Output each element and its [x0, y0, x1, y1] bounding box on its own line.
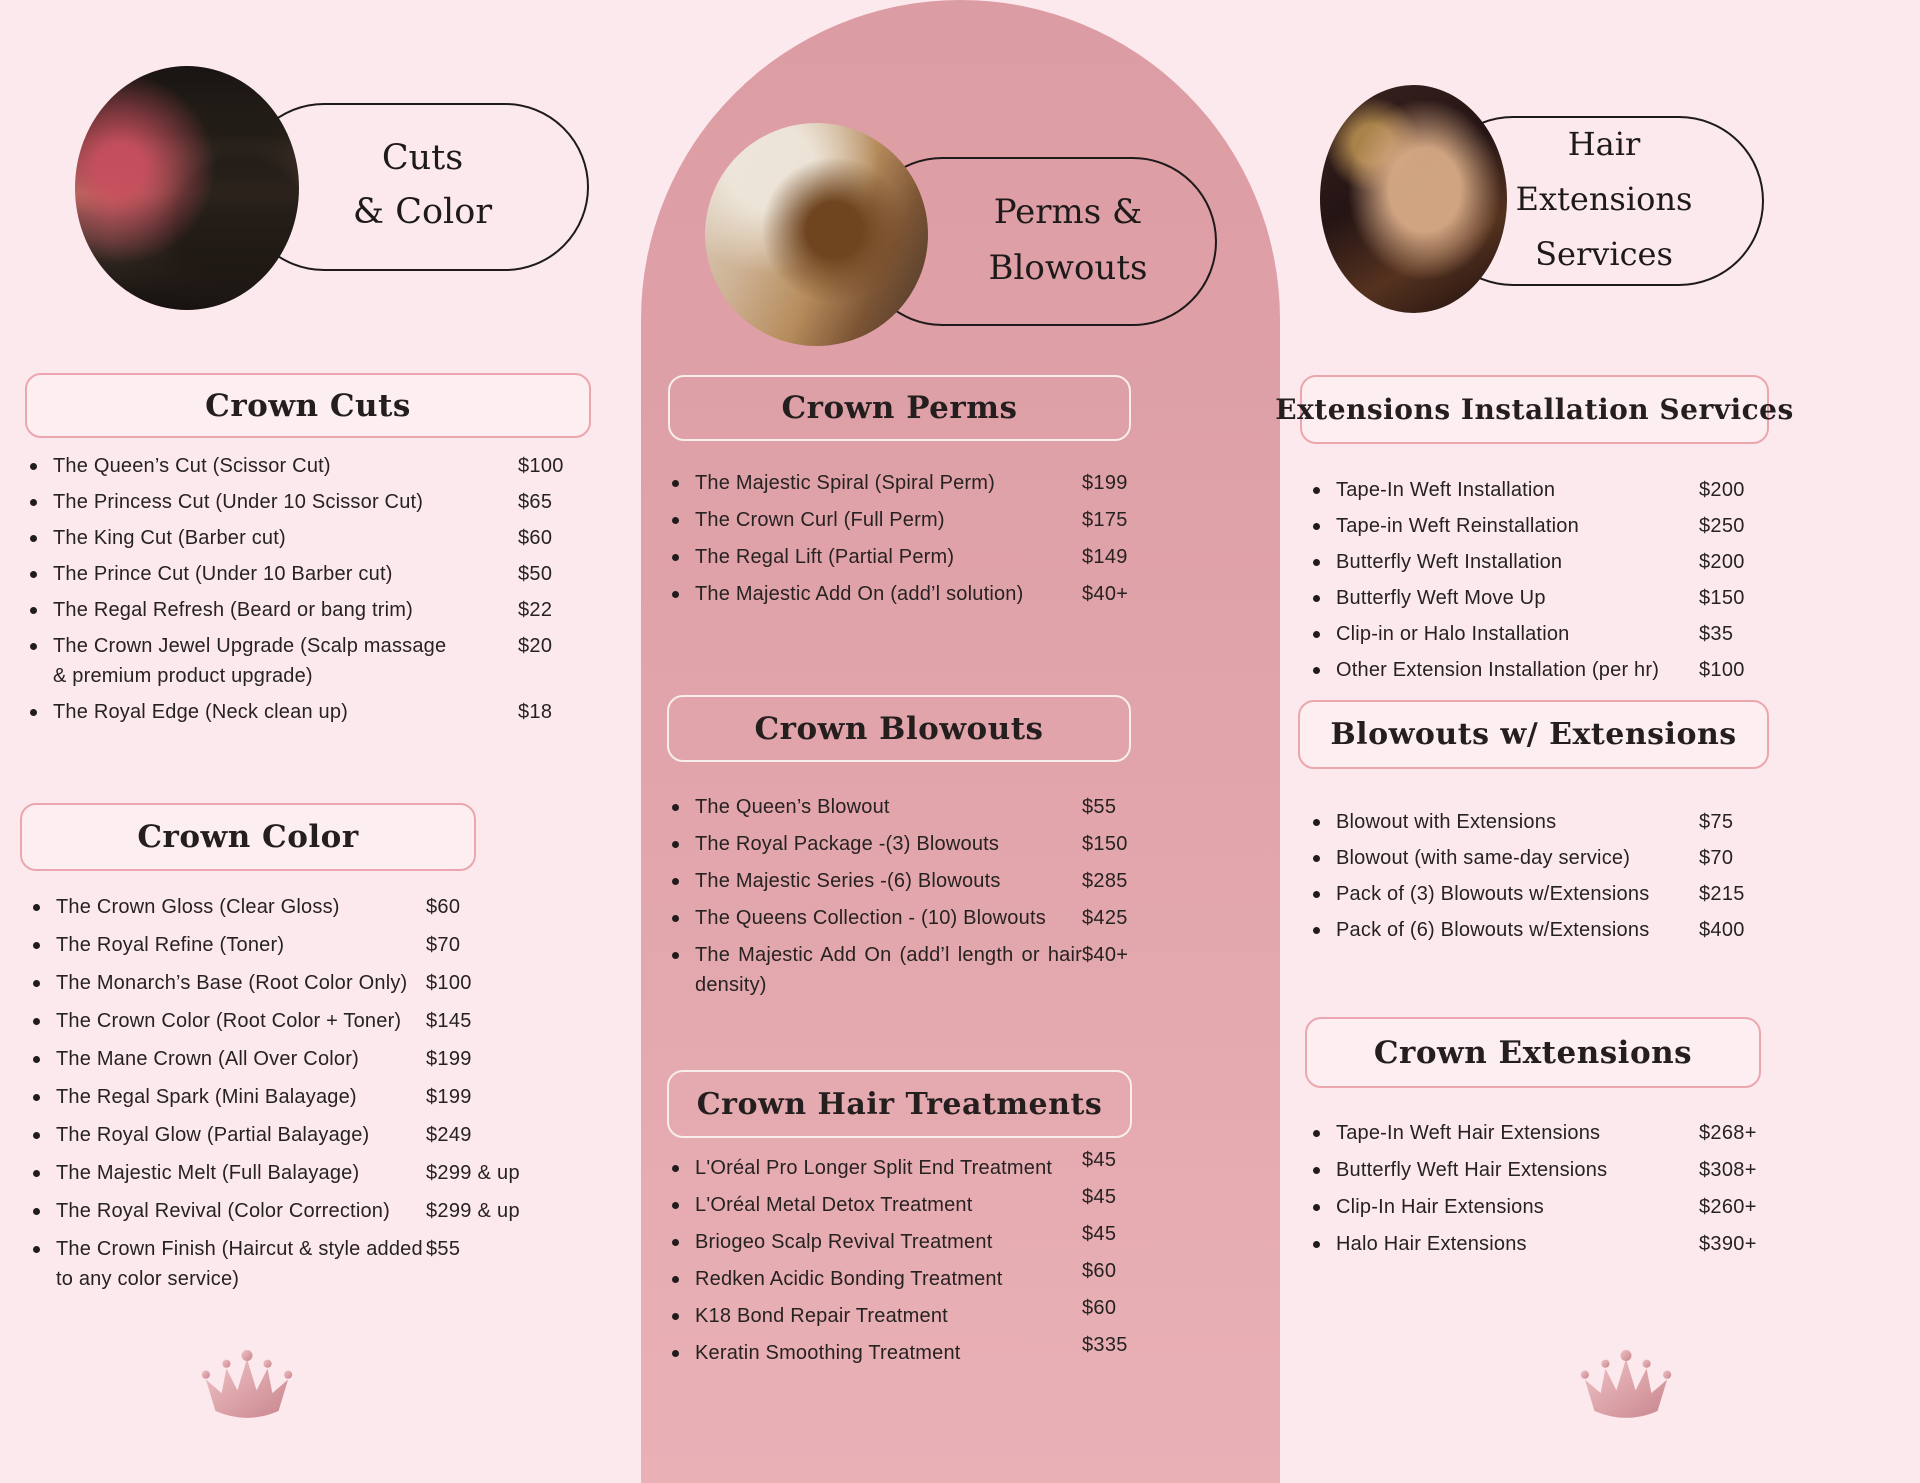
section-title-crown-hair-treatments: Crown Hair Treatments [696, 1086, 1103, 1122]
service-row [1313, 1155, 1765, 1185]
bullet-icon [672, 1350, 679, 1357]
service-price: $200 [1699, 479, 1745, 501]
service-row [1313, 475, 1765, 505]
service-name: The Regal Spark (Mini Balayage) [56, 1086, 357, 1108]
crown-hair-treatments-list [672, 1149, 1130, 1375]
service-name: The Queen’s Blowout [695, 796, 890, 818]
service-row [30, 559, 590, 589]
service-name: Butterfly Weft Installation [1336, 551, 1563, 573]
service-row [672, 1186, 1130, 1220]
cuts-color-title-line2: & Color [352, 192, 493, 232]
service-name: Other Extension Installation (per hr) [1336, 659, 1660, 681]
service-name: Keratin Smoothing Treatment [695, 1342, 961, 1364]
service-price: $50 [518, 563, 553, 585]
service-name: Clip-in or Halo Installation [1336, 623, 1570, 645]
service-row [672, 940, 1130, 1000]
service-name: The Majestic Add On (add’l solution) [695, 583, 1024, 605]
service-row [30, 451, 590, 481]
service-price: $45 [1082, 1223, 1117, 1245]
service-row [30, 523, 590, 553]
service-price: $199 [426, 1048, 472, 1070]
bullet-icon [33, 942, 40, 949]
service-name: The Monarch’s Base (Root Color Only) [56, 972, 408, 994]
service-row [30, 595, 590, 625]
service-row [672, 1149, 1130, 1183]
cuts-color-title [270, 103, 575, 267]
bullet-icon [672, 591, 679, 598]
bullet-icon [30, 607, 37, 614]
service-name: The Crown Color (Root Color + Toner) [56, 1010, 402, 1032]
service-row [1313, 655, 1765, 685]
service-price: $150 [1699, 587, 1745, 609]
service-name: The Royal Refine (Toner) [56, 934, 285, 956]
service-row [672, 866, 1130, 896]
section-box-crown-hair-treatments [667, 1070, 1132, 1138]
service-price: $250 [1699, 515, 1745, 537]
service-row [672, 505, 1130, 535]
bullet-icon [33, 1246, 40, 1253]
service-row [672, 1334, 1130, 1368]
section-title-crown-color: Crown Color [137, 819, 359, 855]
service-name: Tape-In Weft Installation [1336, 479, 1556, 501]
service-price: $260+ [1699, 1196, 1757, 1218]
service-name: Redken Acidic Bonding Treatment [695, 1268, 1003, 1290]
service-name: The Majestic Series -(6) Blowouts [695, 870, 1001, 892]
bullet-icon [33, 1056, 40, 1063]
service-price: $45 [1082, 1149, 1117, 1171]
service-name: Blowout with Extensions [1336, 811, 1557, 833]
section-title-blowouts-extensions: Blowouts w/ Extensions [1330, 717, 1737, 752]
service-row [33, 1006, 538, 1036]
service-price: $70 [1699, 847, 1734, 869]
service-row [1313, 619, 1765, 649]
service-row [33, 1120, 538, 1150]
bullet-icon [1313, 559, 1320, 566]
crown-perms-list [672, 468, 1130, 616]
service-price: $199 [426, 1086, 472, 1108]
service-row [33, 1082, 538, 1112]
service-price: $40+ [1082, 583, 1129, 605]
section-box-extensions-installation [1275, 375, 1794, 444]
bullet-icon [33, 904, 40, 911]
service-price: $149 [1082, 546, 1128, 568]
cuts-color-title-line1: Cuts [381, 138, 464, 178]
service-row [1313, 843, 1765, 873]
service-row [33, 1196, 538, 1226]
service-name: The Crown Finish (Haircut & style added to any color service) [56, 1238, 423, 1290]
service-price: $390+ [1699, 1233, 1757, 1255]
service-row [672, 542, 1130, 572]
service-row [672, 1260, 1130, 1294]
service-name: The Princess Cut (Under 10 Scissor Cut) [53, 491, 424, 513]
bullet-icon [672, 1165, 679, 1172]
service-price: $65 [518, 491, 553, 513]
service-price: $55 [426, 1238, 461, 1260]
bullet-icon [672, 554, 679, 561]
crown-icon [199, 1345, 295, 1429]
service-row [1313, 915, 1765, 945]
extensions-installation-list [1313, 475, 1765, 691]
service-price: $299 & up [426, 1200, 520, 1222]
bullet-icon [672, 1313, 679, 1320]
service-row [672, 1297, 1130, 1331]
bullet-icon [1313, 855, 1320, 862]
service-name: The Royal Package -(3) Blowouts [695, 833, 1000, 855]
service-price: $60 [1082, 1260, 1117, 1282]
service-name: Blowout (with same-day service) [1336, 847, 1631, 869]
bullet-icon [33, 980, 40, 987]
section-box-crown-color [20, 803, 476, 871]
service-name: The Queens Collection - (10) Blowouts [695, 907, 1046, 929]
service-row [672, 829, 1130, 859]
service-name: The Regal Lift (Partial Perm) [695, 546, 955, 568]
bullet-icon [672, 1239, 679, 1246]
service-row [30, 697, 590, 727]
bullet-icon [1313, 1130, 1320, 1137]
section-box-crown-perms [668, 375, 1131, 441]
service-price: $285 [1082, 870, 1128, 892]
crown-color-list [33, 892, 538, 1302]
bullet-icon [33, 1132, 40, 1139]
service-name: Briogeo Scalp Revival Treatment [695, 1231, 993, 1253]
service-row [30, 487, 590, 517]
crown-icon [1578, 1345, 1674, 1429]
service-price: $145 [426, 1010, 472, 1032]
bullet-icon [1313, 631, 1320, 638]
section-box-crown-blowouts [667, 695, 1131, 762]
section-title-crown-extensions: Crown Extensions [1373, 1034, 1693, 1071]
bullet-icon [1313, 523, 1320, 530]
service-price: $45 [1082, 1186, 1117, 1208]
hair-extensions-title-line3: Services [1535, 234, 1673, 273]
service-price: $100 [518, 455, 564, 477]
service-row [672, 792, 1130, 822]
service-row [672, 468, 1130, 498]
service-name: Tape-In Weft Hair Extensions [1336, 1122, 1601, 1144]
service-price: $215 [1699, 883, 1745, 905]
service-name: Pack of (3) Blowouts w/Extensions [1336, 883, 1650, 905]
section-title-extensions-installation: Extensions Installation Services [1275, 393, 1794, 426]
service-name: The King Cut (Barber cut) [53, 527, 286, 549]
service-name: K18 Bond Repair Treatment [695, 1305, 948, 1327]
bullet-icon [1313, 595, 1320, 602]
service-price: $100 [426, 972, 472, 994]
crown-extensions-list [1313, 1118, 1765, 1266]
perms-blowouts-title [938, 157, 1198, 322]
service-price: $22 [518, 599, 553, 621]
service-price: $150 [1082, 833, 1128, 855]
section-box-crown-extensions [1305, 1017, 1761, 1088]
service-row [33, 930, 538, 960]
hair-extensions-title [1468, 118, 1740, 280]
bullet-icon [672, 480, 679, 487]
service-name: Tape-in Weft Reinstallation [1336, 515, 1579, 537]
bullet-icon [672, 517, 679, 524]
service-name: The Crown Jewel Upgrade (Scalp massage & premium product upgrade) [53, 635, 447, 687]
hair-extensions-photo [1320, 85, 1507, 313]
bullet-icon [672, 1202, 679, 1209]
service-name: Halo Hair Extensions [1336, 1233, 1527, 1255]
service-name: The Royal Glow (Partial Balayage) [56, 1124, 370, 1146]
service-price: $200 [1699, 551, 1745, 573]
bullet-icon [30, 535, 37, 542]
bullet-icon [672, 804, 679, 811]
bullet-icon [1313, 927, 1320, 934]
service-price: $299 & up [426, 1162, 520, 1184]
bullet-icon [33, 1018, 40, 1025]
bullet-icon [1313, 819, 1320, 826]
bullet-icon [1313, 891, 1320, 898]
service-row [1313, 1118, 1765, 1148]
service-row [1313, 547, 1765, 577]
service-price: $55 [1082, 796, 1117, 818]
service-name: Pack of (6) Blowouts w/Extensions [1336, 919, 1650, 941]
service-name: The Crown Gloss (Clear Gloss) [56, 896, 340, 918]
service-price: $75 [1699, 811, 1734, 833]
service-row [30, 631, 590, 691]
bullet-icon [1313, 1241, 1320, 1248]
bullet-icon [33, 1170, 40, 1177]
service-name: Butterfly Weft Move Up [1336, 587, 1546, 609]
bullet-icon [1313, 667, 1320, 674]
perms-blowouts-title-line1: Perms & [993, 191, 1143, 232]
service-price: $308+ [1699, 1159, 1757, 1181]
hair-extensions-title-line2: Extensions [1515, 179, 1693, 218]
service-price: $249 [426, 1124, 472, 1146]
service-name: L'Oréal Metal Detox Treatment [695, 1194, 973, 1216]
service-row [1313, 583, 1765, 613]
bullet-icon [1313, 1204, 1320, 1211]
bullet-icon [672, 878, 679, 885]
service-name: The Majestic Spiral (Spiral Perm) [695, 472, 996, 494]
service-price: $335 [1082, 1334, 1128, 1356]
section-box-crown-cuts [25, 373, 591, 438]
section-title-crown-perms: Crown Perms [781, 390, 1018, 426]
bullet-icon [672, 952, 679, 959]
bullet-icon [30, 499, 37, 506]
service-price: $60 [1082, 1297, 1117, 1319]
blowouts-extensions-list [1313, 807, 1765, 951]
hair-extensions-title-line1: Hair [1567, 124, 1641, 163]
bullet-icon [30, 571, 37, 578]
bullet-icon [672, 1276, 679, 1283]
service-price: $175 [1082, 509, 1128, 531]
service-row [33, 1044, 538, 1074]
service-price: $100 [1699, 659, 1745, 681]
bullet-icon [33, 1208, 40, 1215]
bullet-icon [672, 841, 679, 848]
crown-cuts-list [30, 451, 590, 733]
section-title-crown-blowouts: Crown Blowouts [754, 710, 1044, 747]
service-name: The Majestic Melt (Full Balayage) [56, 1162, 360, 1184]
service-price: $18 [518, 701, 553, 723]
bullet-icon [1313, 1167, 1320, 1174]
bullet-icon [30, 463, 37, 470]
service-name: The Majestic Add On (add’l length or hair density) [695, 944, 1082, 996]
service-name: L'Oréal Pro Longer Split End Treatment [695, 1157, 1053, 1179]
service-row [33, 968, 538, 998]
service-price: $35 [1699, 623, 1734, 645]
crown-blowouts-list [672, 792, 1130, 1007]
service-row [1313, 511, 1765, 541]
service-name: The Crown Curl (Full Perm) [695, 509, 945, 531]
service-name: The Queen’s Cut (Scissor Cut) [53, 455, 331, 477]
service-row [33, 1158, 538, 1188]
cuts-color-photo [75, 66, 299, 310]
service-name: The Mane Crown (All Over Color) [56, 1048, 359, 1070]
service-price: $20 [518, 635, 553, 657]
service-price: $60 [518, 527, 553, 549]
perms-blowouts-title-line2: Blowouts [988, 247, 1148, 288]
service-price: $70 [426, 934, 461, 956]
service-row [672, 903, 1130, 933]
bullet-icon [33, 1094, 40, 1101]
service-name: The Prince Cut (Under 10 Barber cut) [53, 563, 393, 585]
bullet-icon [30, 709, 37, 716]
bullet-icon [1313, 487, 1320, 494]
service-price: $199 [1082, 472, 1128, 494]
service-price: $400 [1699, 919, 1745, 941]
service-price: $60 [426, 896, 461, 918]
service-price: $40+ [1082, 944, 1129, 966]
service-row [672, 1223, 1130, 1257]
service-row [1313, 1229, 1765, 1259]
bullet-icon [30, 643, 37, 650]
service-name: The Regal Refresh (Beard or bang trim) [53, 599, 413, 621]
service-row [1313, 879, 1765, 909]
service-row [672, 579, 1130, 609]
service-price: $268+ [1699, 1122, 1757, 1144]
service-price: $425 [1082, 907, 1128, 929]
service-name: Butterfly Weft Hair Extensions [1336, 1159, 1608, 1181]
service-row [1313, 807, 1765, 837]
service-row [33, 892, 538, 922]
bullet-icon [672, 915, 679, 922]
section-box-blowouts-extensions [1298, 700, 1769, 769]
perms-blowouts-photo [705, 123, 928, 346]
service-name: The Royal Edge (Neck clean up) [53, 701, 349, 723]
section-title-crown-cuts: Crown Cuts [205, 387, 411, 424]
service-name: Clip-In Hair Extensions [1336, 1196, 1545, 1218]
service-row [33, 1234, 538, 1294]
service-name: The Royal Revival (Color Correction) [56, 1200, 390, 1222]
service-row [1313, 1192, 1765, 1222]
